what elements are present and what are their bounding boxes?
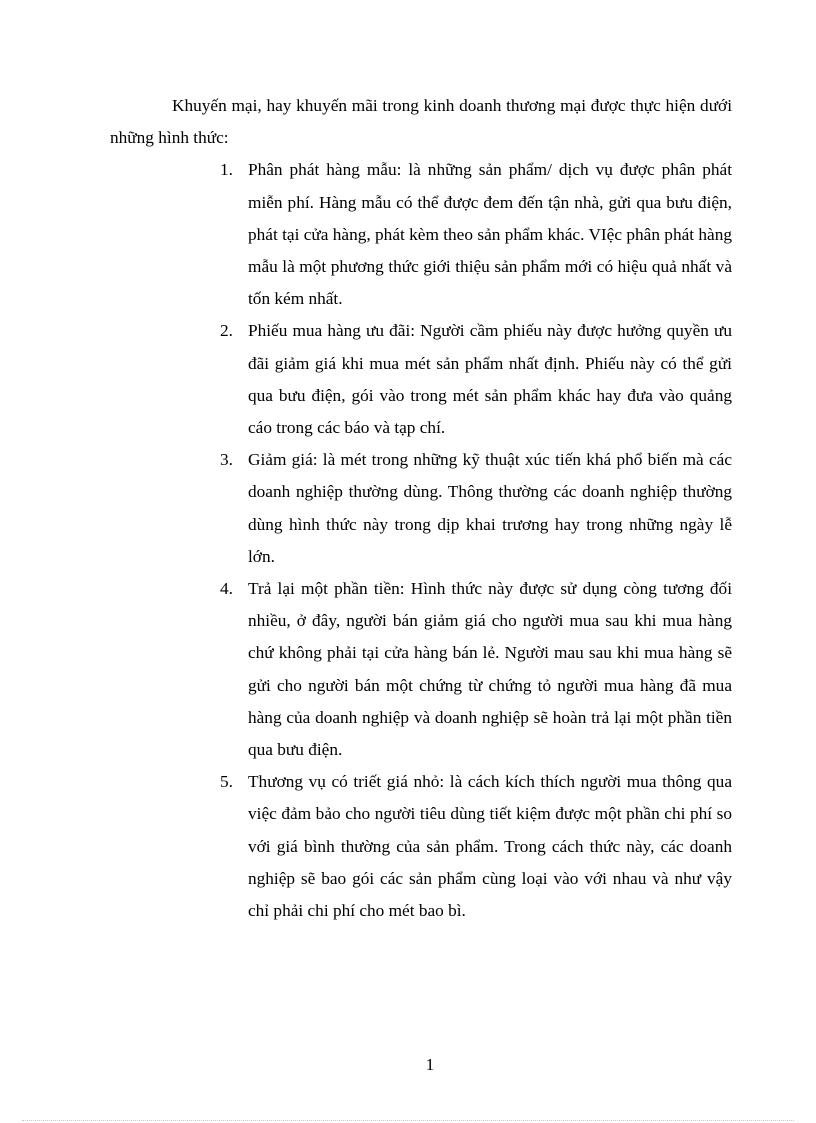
- list-item: [110, 766, 732, 927]
- page-bottom-divider: [22, 1120, 794, 1121]
- list-item-text: Trả lại một phần tiền: Hình thức này được sử dụng còng tương đối nhiều, ở đây, người bán giảm giá cho người mua sau khi mua hàng chứ không phải tại cửa hàng bán lẻ. Người mau sau khi mua hàng sẽ gửi cho người bán một chứng từ chứng tỏ người mua hàng đã mua hàng của doanh nghiệp và doanh nghiệp sẽ hoàn trả lại một phần tiền qua bưu điện.: [248, 579, 732, 760]
- list-item-number: 5.: [220, 772, 233, 792]
- list-item-number: 4.: [220, 579, 233, 599]
- list-item-text: Phiếu mua hàng ưu đãi: Người cầm phiếu này được hưởng quyền ưu đãi giảm giá khi mua mét sản phẩm nhất định. Phiếu này có thể gửi qua bưu điện, gói vào trong mét sản phẩm khác hay đưa vào quảng cáo trong các báo và tạp chí.: [248, 321, 732, 438]
- list-item-text: Phân phát hàng mẫu: là những sản phẩm/ dịch vụ được phân phát miễn phí. Hàng mẫu có thể được đem đến tận nhà, gửi qua bưu điện, phát tại cửa hàng, phát kèm theo sản phẩm khác. VIệc phân phát hàng mẫu là một phương thức giới thiệu sản phẩm mới có hiệu quả nhất và tốn kém nhất.: [248, 160, 732, 309]
- list-item-text: Giảm giá: là mét trong những kỹ thuật xúc tiến khá phổ biến mà các doanh nghiệp thường dùng. Thông thường các doanh nghiệp thường dùng hình thức này trong dịp khai trương hay trong những ngày lễ lớn.: [248, 450, 732, 566]
- intro-paragraph: Khuyến mại, hay khuyến mãi trong kinh doanh thương mại được thực hiện dưới những hình thức:: [110, 96, 732, 148]
- list-item-number: 1.: [220, 160, 233, 180]
- list-item-text: Thương vụ có triết giá nhỏ: là cách kích thích người mua thông qua việc đảm bảo cho người tiêu dùng tiết kiệm được một phần chi phí so với giá bình thường của sản phẩm. Trong cách thức này, các doanh nghiệp sẽ bao gói các sản phẩm cùng loại vào với nhau và như vậy chỉ phải chi phí cho mét bao bì.: [248, 772, 732, 921]
- page-number: 1: [425, 1055, 435, 1074]
- list-item: [110, 315, 732, 444]
- list-item: [110, 444, 732, 573]
- list-item: [110, 573, 732, 766]
- list-item-number: 3.: [220, 450, 233, 470]
- list-item: [110, 154, 732, 315]
- promotion-forms-list: [110, 154, 732, 927]
- page-content: [110, 90, 732, 927]
- list-item-number: 2.: [220, 321, 233, 341]
